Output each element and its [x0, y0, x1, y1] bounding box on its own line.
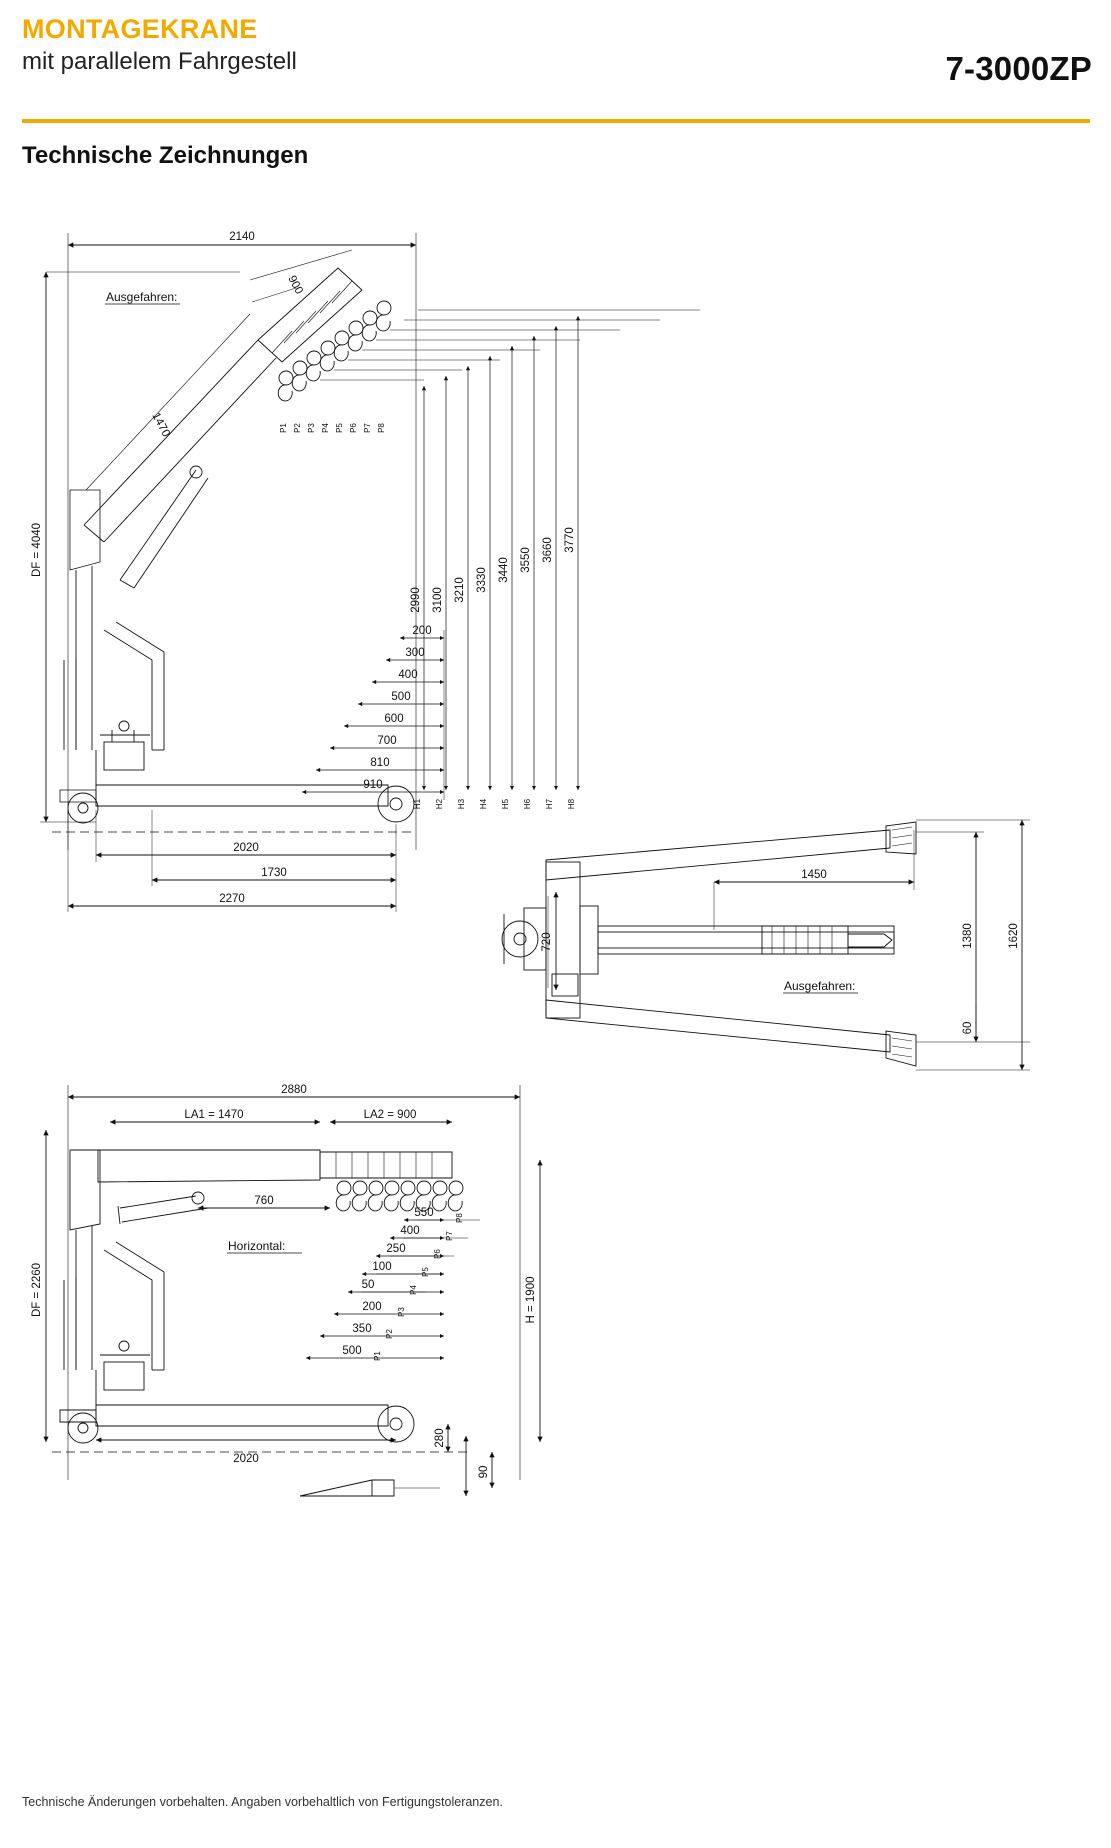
h-hook-tag-p7: P7	[445, 1231, 454, 1241]
view-top	[502, 820, 1030, 1070]
dim-height-3660: 3660	[542, 537, 554, 563]
dim-la1: LA1 = 1470	[184, 1109, 244, 1121]
page-title: MONTAGEKRANE	[22, 14, 258, 44]
dim-base-2270: 2270	[219, 893, 245, 905]
hook-tag-p4: P4	[321, 423, 330, 433]
view-side-horizontal	[46, 1085, 540, 1496]
dim-boom-lower: 1470	[149, 410, 172, 440]
dim-h-reach-200: 200	[362, 1301, 382, 1313]
h-hook-tag-p3: P3	[397, 1307, 406, 1317]
dim-top-60: 60	[962, 1021, 974, 1035]
header-divider	[22, 119, 1090, 123]
label-horizontal: Horizontal:	[228, 1239, 286, 1253]
dim-h-reach-350: 350	[352, 1323, 372, 1335]
page-header	[22, 14, 1092, 87]
dim-h-1900: H = 1900	[525, 1276, 537, 1324]
h-hook-tag-p8: P8	[455, 1213, 464, 1223]
label-top-extended: Ausgefahren:	[784, 979, 856, 993]
height-tag-h7: H7	[545, 798, 554, 810]
dim-h-reach-500: 500	[342, 1345, 362, 1357]
drawing-canvas	[0, 190, 1111, 1780]
height-tag-h1: H1	[413, 798, 422, 810]
dim-reach-400: 400	[398, 669, 418, 681]
dim-top-720: 720	[541, 932, 553, 952]
dim-top-1380: 1380	[962, 923, 974, 949]
dim-total-2880: 2880	[281, 1084, 307, 1096]
dim-h-reach-400: 400	[400, 1225, 420, 1237]
height-tag-h4: H4	[479, 798, 488, 810]
dim-h-reach-250: 250	[386, 1243, 406, 1255]
dim-height-3100: 3100	[432, 587, 444, 613]
dim-h-reach-50: 50	[361, 1279, 375, 1291]
dim-reach-810: 810	[370, 757, 390, 769]
dim-reach-200: 200	[412, 625, 432, 637]
view-side-extended	[40, 233, 700, 912]
dim-height-2990: 2990	[410, 587, 422, 613]
dim-df-2260: DF = 2260	[31, 1262, 43, 1318]
label-extended: Ausgefahren:	[106, 290, 178, 304]
hook-tag-p7: P7	[363, 423, 372, 433]
dim-height-3550: 3550	[520, 547, 532, 573]
hook-tag-p1: P1	[279, 423, 288, 433]
dim-top-width: 2140	[229, 231, 255, 243]
dim-reach-300: 300	[405, 647, 425, 659]
dim-height-3770: 3770	[564, 527, 576, 553]
hook-tag-p5: P5	[335, 423, 344, 433]
dim-h-280: 280	[434, 1428, 446, 1448]
dim-reach-700: 700	[377, 735, 397, 747]
hook-tag-p6: P6	[349, 423, 358, 433]
dim-base-2020: 2020	[233, 842, 259, 854]
dim-df-4040: DF = 4040	[31, 522, 43, 578]
h-hook-tag-p5: P5	[421, 1267, 430, 1277]
dim-reach-910: 910	[363, 779, 383, 791]
model-number: 7-3000ZP	[945, 50, 1092, 87]
dim-h-reach-100: 100	[372, 1261, 392, 1273]
dim-top-1620: 1620	[1008, 923, 1020, 949]
height-tag-h2: H2	[435, 798, 444, 810]
dim-h-90: 90	[478, 1465, 490, 1479]
dim-boom-upper: 900	[285, 273, 305, 297]
h-hook-tag-p2: P2	[385, 1329, 394, 1339]
dim-top-1450: 1450	[801, 869, 827, 881]
footer-note: Technische Änderungen vorbehalten. Angaben vorbehaltlich von Fertigungstoleranzen.	[22, 1795, 503, 1809]
dim-la2: LA2 = 900	[363, 1109, 417, 1121]
dim-reach-500: 500	[391, 691, 411, 703]
section-title: Technische Zeichnungen	[22, 142, 309, 169]
technical-drawings	[0, 190, 1111, 1780]
dim-reach-600: 600	[384, 713, 404, 725]
dim-height-3330: 3330	[476, 567, 488, 593]
dim-base-1730: 1730	[261, 867, 287, 879]
h-hook-tag-p4: P4	[409, 1285, 418, 1295]
h-hook-tag-p6: P6	[433, 1249, 442, 1259]
height-tag-h5: H5	[501, 798, 510, 810]
dim-h-base-2020: 2020	[233, 1453, 259, 1465]
height-tag-h8: H8	[567, 798, 576, 810]
height-tag-h6: H6	[523, 798, 532, 810]
dim-height-3210: 3210	[454, 577, 466, 603]
hook-tag-p2: P2	[293, 423, 302, 433]
dim-height-3440: 3440	[498, 557, 510, 583]
page-subtitle: mit parallelem Fahrgestell	[22, 48, 297, 76]
h-hook-tag-p1: P1	[373, 1351, 382, 1361]
dim-boom-760: 760	[254, 1195, 274, 1207]
dim-h-reach-550: 550	[414, 1207, 434, 1219]
hook-tag-p3: P3	[307, 423, 316, 433]
hook-tag-p8: P8	[377, 423, 386, 433]
height-tag-h3: H3	[457, 798, 466, 810]
